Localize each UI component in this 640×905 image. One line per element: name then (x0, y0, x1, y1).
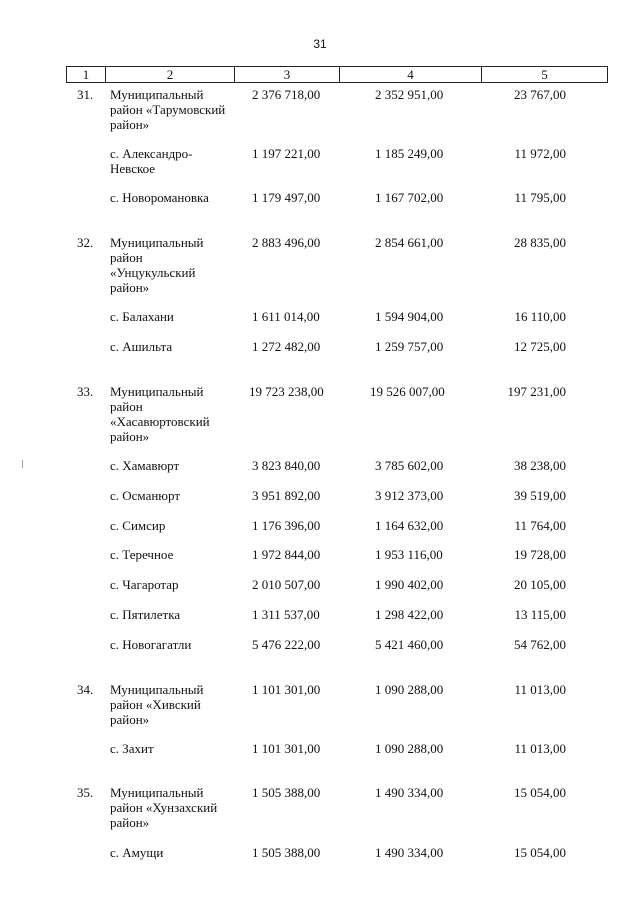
row-col-5: 11 972,00 (514, 146, 566, 161)
row-col-3: 2 010 507,00 (252, 577, 321, 592)
row-col-3: 1 272 482,00 (252, 339, 321, 354)
row-col-3: 1 176 396,00 (252, 518, 321, 533)
row-col-4: 1 298 422,00 (375, 607, 444, 622)
row-col-4: 1 167 702,00 (375, 190, 444, 205)
row-number: 31. (77, 87, 94, 102)
row-col-4: 3 912 373,00 (375, 488, 444, 503)
row-col-5: 15 054,00 (514, 845, 566, 860)
row-col-5: 11 013,00 (514, 682, 566, 697)
row-col-5: 12 725,00 (514, 339, 566, 354)
row-name: с. Новогагатли (110, 637, 192, 652)
row-col-4: 1 185 249,00 (375, 146, 444, 161)
row-col-4: 2 352 951,00 (375, 87, 444, 102)
header-col-4: 4 (340, 67, 482, 82)
row-name: с. Амущи (110, 845, 164, 860)
row-col-3: 3 951 892,00 (252, 488, 321, 503)
row-col-4: 1 090 288,00 (375, 682, 444, 697)
row-col-3: 2 376 718,00 (252, 87, 321, 102)
row-col-5: 54 762,00 (514, 637, 566, 652)
header-col-5: 5 (541, 67, 548, 82)
page-number: 31 (313, 37, 327, 51)
row-col-5: 19 728,00 (514, 547, 566, 562)
row-name: с. Ашильта (110, 339, 173, 354)
row-number: 33. (77, 384, 94, 399)
scan-mark (22, 460, 23, 468)
row-col-4: 2 854 661,00 (375, 235, 444, 250)
row-name: с. Теречное (110, 547, 174, 562)
row-col-4: 1 090 288,00 (375, 741, 444, 756)
row-col-4: 1 953 116,00 (375, 547, 443, 562)
row-col-3: 1 505 388,00 (252, 845, 321, 860)
row-col-3: 1 611 014,00 (252, 309, 320, 324)
row-col-3: 2 883 496,00 (252, 235, 321, 250)
row-col-4: 1 990 402,00 (375, 577, 444, 592)
header-col-3: 3 (235, 67, 340, 82)
row-name: с. Александро-Невское (110, 146, 193, 176)
row-name: Муниципальный район «Хунзахский район» (110, 785, 218, 830)
row-col-4: 1 490 334,00 (375, 785, 444, 800)
row-name: Муниципальный район «Тарумовский район» (110, 87, 226, 132)
row-name: с. Хамавюрт (110, 458, 180, 473)
row-col-5: 11 795,00 (514, 190, 566, 205)
row-col-5: 20 105,00 (514, 577, 566, 592)
row-col-3: 3 823 840,00 (252, 458, 321, 473)
row-col-4: 5 421 460,00 (375, 637, 444, 652)
row-name: Муниципальный район «Унцукульский район» (110, 235, 204, 295)
row-col-3: 19 723 238,00 (249, 384, 324, 399)
row-col-5: 15 054,00 (514, 785, 566, 800)
row-col-5: 11 013,00 (514, 741, 566, 756)
row-col-4: 1 594 904,00 (375, 309, 444, 324)
row-number: 32. (77, 235, 94, 250)
row-col-4: 1 490 334,00 (375, 845, 444, 860)
row-col-3: 1 101 301,00 (252, 741, 321, 756)
row-col-5: 39 519,00 (514, 488, 566, 503)
row-col-3: 1 311 537,00 (252, 607, 320, 622)
row-name: с. Чагаротар (110, 577, 179, 592)
row-col-4: 1 259 757,00 (375, 339, 444, 354)
table-header (66, 66, 608, 83)
row-col-5: 197 231,00 (507, 384, 566, 399)
row-name: Муниципальный район «Хивский район» (110, 682, 204, 727)
row-col-3: 1 972 844,00 (252, 547, 321, 562)
row-name: с. Захит (110, 741, 154, 756)
row-col-3: 1 101 301,00 (252, 682, 321, 697)
row-col-5: 16 110,00 (514, 309, 566, 324)
header-col-2: 2 (106, 67, 235, 82)
row-number: 34. (77, 682, 94, 697)
row-col-4: 1 164 632,00 (375, 518, 444, 533)
row-col-3: 5 476 222,00 (252, 637, 321, 652)
row-col-4: 19 526 007,00 (370, 384, 445, 399)
row-col-5: 11 764,00 (514, 518, 566, 533)
row-col-4: 3 785 602,00 (375, 458, 444, 473)
row-col-5: 13 115,00 (514, 607, 566, 622)
row-col-5: 38 238,00 (514, 458, 566, 473)
row-col-3: 1 197 221,00 (252, 146, 321, 161)
row-name: Муниципальный район «Хасавюртовский район» (110, 384, 210, 444)
row-col-3: 1 505 388,00 (252, 785, 321, 800)
row-name: с. Балахани (110, 309, 174, 324)
row-col-5: 23 767,00 (514, 87, 566, 102)
row-col-3: 1 179 497,00 (252, 190, 321, 205)
row-name: с. Новоромановка (110, 190, 209, 205)
row-name: с. Симсир (110, 518, 166, 533)
row-name: с. Османюрт (110, 488, 181, 503)
row-name: с. Пятилетка (110, 607, 181, 622)
row-number: 35. (77, 785, 94, 800)
row-col-5: 28 835,00 (514, 235, 566, 250)
header-col-1: 1 (67, 67, 106, 82)
